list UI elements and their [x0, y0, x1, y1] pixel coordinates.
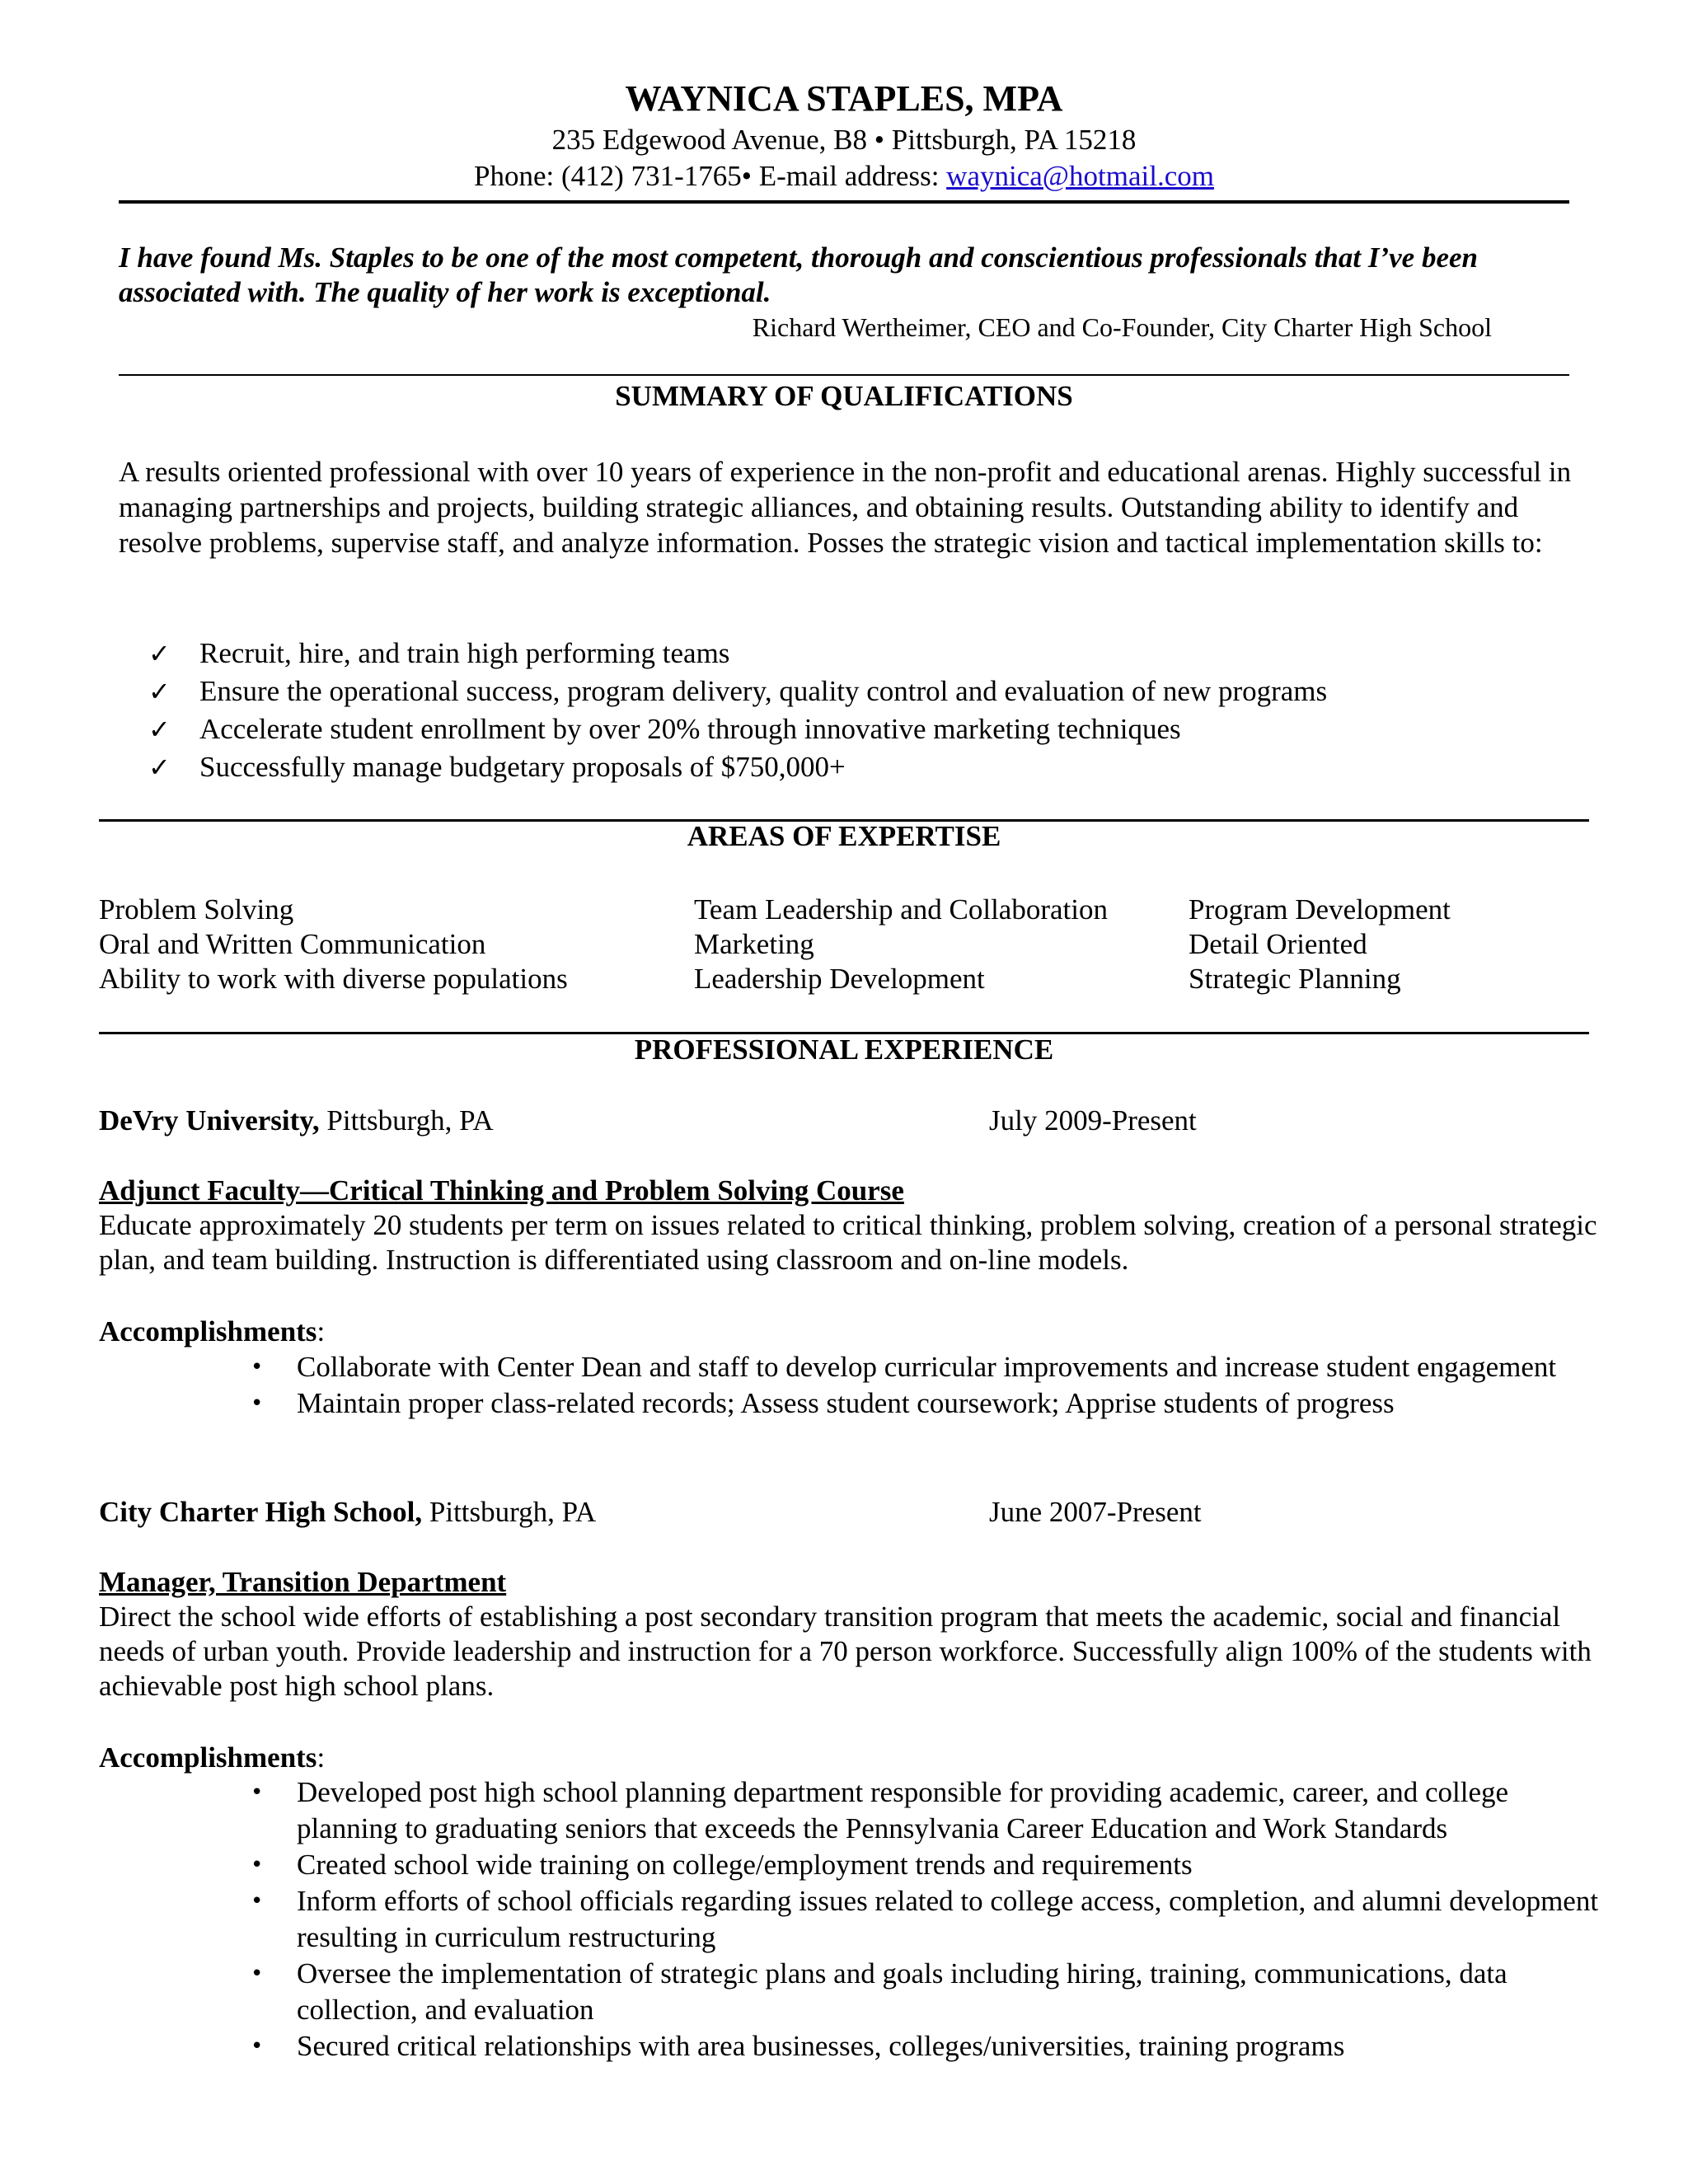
list-item: [148, 710, 1327, 748]
testimonial-divider: [119, 374, 1569, 376]
accomplishments-heading: Accomplishments:: [99, 1315, 326, 1347]
expertise-item: Ability to work with diverse populations: [99, 963, 568, 995]
job-title: Manager, Transition Department: [99, 1566, 507, 1598]
expertise-column-2: [694, 893, 1108, 996]
accomplishment-text: Maintain proper class-related records; Assess student coursework; Apprise students of progress: [297, 1387, 1395, 1419]
expertise-item: Strategic Planning: [1189, 963, 1401, 995]
bullet-icon: •: [251, 1355, 264, 1380]
list-item: [247, 1349, 1599, 1385]
experience-heading: PROFESSIONAL EXPERIENCE: [634, 1033, 1054, 1066]
job-description: Direct the school wide efforts of establishing a post secondary transition program that meets the academic, social and financial needs of urban youth. Provide leadership and instruction for a 70 person workforce. Successfully align 100% of the students with achievable post high school plans.: [99, 1601, 1592, 1702]
list-item: [148, 635, 1327, 673]
list-item: [247, 1774, 1599, 1847]
list-item: [247, 1847, 1599, 1883]
bullet-icon: •: [251, 1853, 264, 1877]
list-item: [247, 1956, 1599, 2028]
accomplishment-text: Oversee the implementation of strategic plans and goals including hiring, training, communications, data collection, and evaluation: [297, 1957, 1507, 2026]
job-dates: July 2009-Present: [989, 1104, 1197, 1137]
expertise-item: Detail Oriented: [1189, 928, 1367, 960]
expertise-item: Team Leadership and Collaboration: [694, 893, 1108, 926]
qualification-text: Ensure the operational success, program delivery, quality control and evaluation of new programs: [199, 675, 1328, 707]
resume-header: [119, 76, 1569, 194]
expertise-item: Program Development: [1189, 893, 1451, 926]
expertise-column-3: [1189, 893, 1451, 996]
bullet-icon: •: [251, 1780, 264, 1805]
checkmark-icon: ✓: [148, 676, 171, 707]
checkmark-icon: ✓: [148, 714, 171, 745]
job-title: Adjunct Faculty—Critical Thinking and Problem Solving Course: [99, 1174, 904, 1207]
accomplishments-label: Accomplishments: [99, 1315, 317, 1347]
accomplishments-label: Accomplishments: [99, 1741, 317, 1774]
list-item: [247, 1385, 1599, 1422]
employer-location: Pittsburgh, PA: [422, 1496, 597, 1528]
list-item: [247, 2028, 1599, 2064]
candidate-name: WAYNICA STAPLES, MPA: [625, 78, 1063, 119]
accomplishment-text: Collaborate with Center Dean and staff to develop curricular improvements and increase student engagement: [297, 1351, 1557, 1383]
list-item: [148, 673, 1327, 710]
qualification-text: Successfully manage budgetary proposals of $750,000+: [199, 751, 846, 783]
phone-text: Phone: (412) 731-1765• E-mail address:: [474, 160, 947, 192]
list-item: [247, 1883, 1599, 1956]
qualification-text: Recruit, hire, and train high performing teams: [199, 637, 730, 669]
bullet-icon: •: [251, 1961, 264, 1986]
checkmark-icon: ✓: [148, 752, 171, 783]
expertise-heading: AREAS OF EXPERTISE: [687, 820, 1001, 852]
qualification-text: Accelerate student enrollment by over 20% through innovative marketing techniques: [199, 713, 1181, 745]
contact-line: [119, 158, 1569, 194]
qualification-list: [148, 635, 1327, 786]
expertise-item: Oral and Written Communication: [99, 928, 486, 960]
summary-paragraph: A results oriented professional with over 10 years of experience in the non-profit and educational arenas. Highly successful in managing partnerships and projects, building strategic alliances, and obtaining results. Outstanding ability to identify and resolve problems, supervise staff, and analyze information. Posses the strategic vision and tactical implementation skills to:: [119, 456, 1572, 559]
email-link[interactable]: waynica@hotmail.com: [946, 160, 1214, 192]
bullet-icon: •: [251, 2034, 264, 2059]
job-org-line: [99, 1494, 596, 1530]
summary-heading: SUMMARY OF QUALIFICATIONS: [615, 380, 1073, 412]
expertise-item: Problem Solving: [99, 893, 294, 926]
accomplishment-text: Created school wide training on college/employment trends and requirements: [297, 1849, 1193, 1881]
address-line: 235 Edgewood Avenue, B8 • Pittsburgh, PA 15218: [551, 124, 1137, 156]
accomplishment-list: [247, 1774, 1599, 2064]
bullet-icon: •: [251, 1391, 264, 1416]
employer-name: DeVry University,: [99, 1104, 320, 1137]
accomplishment-text: Secured critical relationships with area businesses, colleges/universities, training programs: [297, 2030, 1345, 2062]
job-org-line: [99, 1103, 494, 1138]
expertise-item: Leadership Development: [694, 963, 985, 995]
testimonial-quote: I have found Ms. Staples to be one of the most competent, thorough and conscientious professionals that I’ve been associated with. The quality of her work is exceptional.: [119, 241, 1478, 308]
job-dates: June 2007-Present: [989, 1496, 1202, 1528]
accomplishments-heading: Accomplishments:: [99, 1741, 326, 1774]
expertise-column-1: [99, 893, 568, 996]
accomplishment-text: Developed post high school planning department responsible for providing academic, career, and college planning to graduating seniors that exceeds the Pennsylvania Career Education and Work Standards: [297, 1776, 1509, 1844]
employer-name: City Charter High School,: [99, 1496, 423, 1528]
list-item: [148, 748, 1327, 786]
header-divider: [119, 200, 1569, 204]
job-description: Educate approximately 20 students per term on issues related to critical thinking, problem solving, creation of a personal strategic plan, and team building. Instruction is differentiated using classroom and on-line models.: [99, 1209, 1597, 1276]
bullet-icon: •: [251, 1889, 264, 1914]
expertise-item: Marketing: [694, 928, 814, 960]
checkmark-icon: ✓: [148, 638, 171, 669]
testimonial-attribution: Richard Wertheimer, CEO and Co-Founder, City Charter High School: [752, 312, 1492, 342]
accomplishment-text: Inform efforts of school officials regarding issues related to college access, completion, and alumni development resulting in curriculum restructuring: [297, 1885, 1599, 1953]
employer-location: Pittsburgh, PA: [319, 1104, 494, 1137]
accomplishment-list: [247, 1349, 1599, 1422]
